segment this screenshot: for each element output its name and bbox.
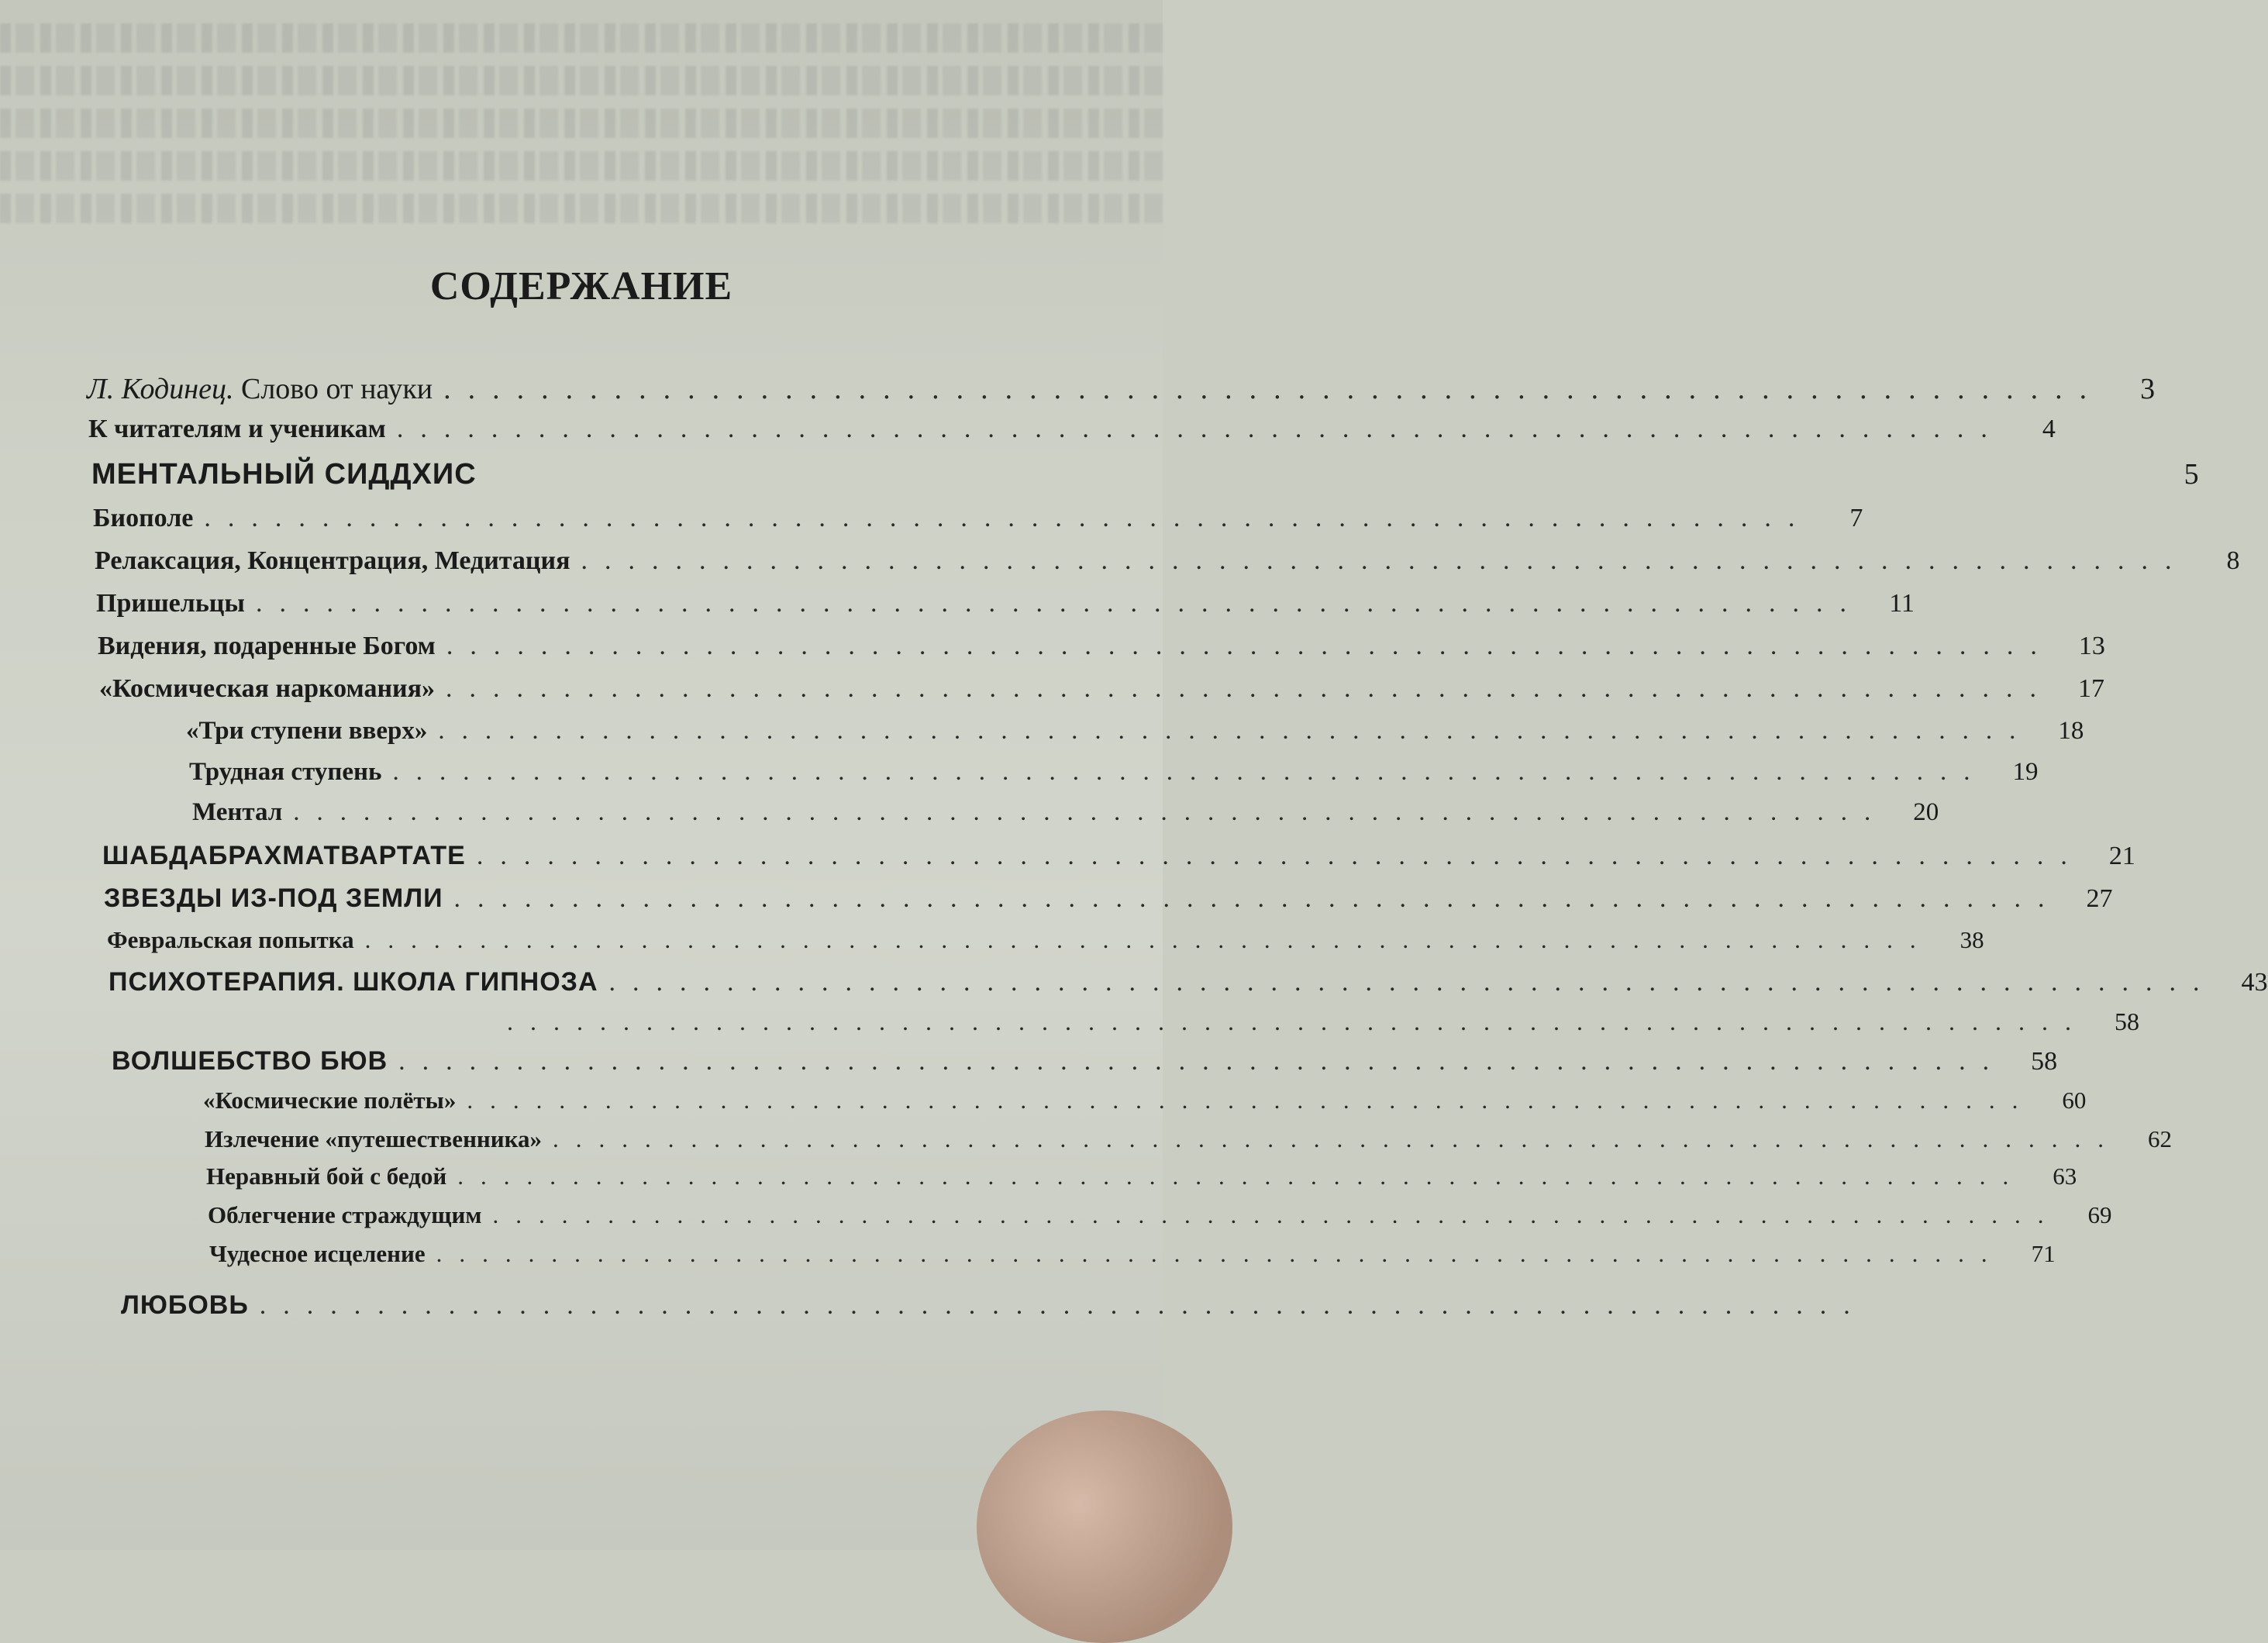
bleed-through-line	[0, 151, 1163, 181]
toc-entry[interactable]	[203, 1087, 2087, 1114]
toc-entry[interactable]	[192, 798, 1939, 827]
leader-dots: ....................................................................	[446, 674, 2054, 703]
toc-entry-page: 63	[2053, 1162, 2077, 1190]
leader-dots: ....................................................................	[581, 546, 2189, 575]
leader-dots: ....................................................................	[398, 1047, 2007, 1076]
toc-entry[interactable]	[87, 372, 2156, 406]
toc-entry-label: К читателям и ученикам	[88, 415, 386, 443]
toc-entry-page: 19	[2012, 758, 2039, 786]
toc-entry[interactable]	[93, 504, 1863, 533]
toc-entry-label: Чудесное исцеление	[209, 1240, 426, 1267]
toc-entry-page: 21	[2108, 842, 2135, 870]
toc-entry[interactable]	[121, 1290, 1867, 1321]
toc-entry[interactable]	[109, 967, 2268, 997]
toc-entry-page: 38	[1960, 926, 1984, 953]
toc-entry-label: Пришельцы	[96, 589, 245, 618]
toc-entry[interactable]	[186, 717, 2084, 746]
leader-dots: ....................................................................	[553, 1125, 2122, 1152]
toc-entry-label: МЕНТАЛЬНЫЙ СИДДХИС	[91, 458, 477, 491]
bleed-through-line	[0, 194, 1163, 223]
toc-entry-label: Ментал	[192, 798, 283, 826]
leader-dots: ....................................................................	[608, 968, 2217, 997]
toc-entry-page: 7	[1849, 504, 1863, 532]
leader-dots: ....................................................................	[443, 373, 2104, 405]
toc-entry[interactable]	[88, 415, 2056, 444]
toc-entry[interactable]	[112, 1046, 2058, 1076]
bleed-through-line	[0, 23, 1163, 53]
leader-dots: ....................................................................	[259, 1291, 1867, 1320]
toc-entry-label: «Космическая наркомания»	[99, 674, 436, 703]
toc-entry-page: 11	[1889, 589, 1915, 618]
leader-dots: ....................................................................	[204, 504, 1812, 532]
toc-entry-page: 62	[2148, 1125, 2173, 1152]
leader-dots: ....................................................................	[392, 758, 1987, 786]
toc-entry[interactable]	[95, 546, 2240, 576]
toc-entry-page: 58	[2031, 1047, 2058, 1076]
leader-dots: ....................................................................	[255, 589, 1863, 618]
leader-dots: ....................................................................	[467, 1087, 2035, 1114]
leader-dots: ....................................................................	[446, 632, 2054, 660]
leader-dots: ....................................................................	[507, 1008, 2088, 1035]
toc-entry-label: ЗВЕЗДЫ ИЗ-ПОД ЗЕМЛИ	[104, 884, 443, 913]
bleed-through-line	[0, 108, 1163, 138]
thumb	[977, 1410, 1232, 1643]
leader-dots: ....................................................................	[492, 1201, 2061, 1228]
toc-entry[interactable]	[209, 1240, 2056, 1268]
leader-dots: ....................................................................	[396, 415, 2004, 443]
toc-entry-page: 58	[2115, 1008, 2139, 1035]
toc-entry-label: Видения, подаренные Богом	[98, 632, 436, 660]
toc-entry[interactable]	[107, 926, 1984, 954]
toc-entry-page: 4	[2042, 415, 2056, 443]
leader-dots: ....................................................................	[476, 842, 2084, 870]
toc-entry-page: 43	[2241, 968, 2268, 997]
leader-dots: ....................................................................	[364, 926, 1933, 953]
toc-entry[interactable]	[99, 674, 2105, 704]
toc-entry-label: «Три ступени вверх»	[186, 717, 428, 745]
toc-entry[interactable]	[205, 1125, 2173, 1153]
toc-entry-label: «Космические полёты»	[203, 1087, 457, 1114]
toc-entry-label: ПСИХОТЕРАПИЯ. ШКОЛА ГИПНОЗА	[109, 967, 598, 997]
bleed-through-line	[0, 66, 1163, 95]
toc-entry-label: Биополе	[93, 504, 194, 532]
leader-dots: ....................................................................	[438, 717, 2033, 745]
toc-entry-page: 69	[2087, 1201, 2112, 1228]
toc-entry-page: 5	[2184, 458, 2199, 491]
toc-entry-label: Релаксация, Концентрация, Медитация	[95, 546, 570, 575]
toc-entry-label: Февральская попытка	[107, 926, 354, 953]
toc-entry[interactable]	[189, 758, 2039, 787]
leader-dots: ....................................................................	[293, 798, 1888, 826]
toc-entry-page: 17	[2078, 674, 2105, 703]
toc-entry-label: Трудная ступень	[189, 758, 382, 786]
leader-dots: ....................................................................	[436, 1240, 2004, 1267]
toc-entry-page: 13	[2078, 632, 2105, 660]
toc-entry-label: ШАБДАБРАХМАТВАРТАТЕ	[102, 841, 466, 870]
toc-entry-label: Неравный бой с бедой	[206, 1162, 447, 1190]
toc-entry-page: 20	[1913, 798, 1939, 826]
leader-dots: ....................................................................	[457, 1162, 2026, 1190]
toc-entry[interactable]	[98, 632, 2105, 661]
toc-entry-page: 18	[2058, 717, 2084, 745]
toc-entry[interactable]	[91, 457, 2199, 491]
toc-entry-page: 3	[2140, 373, 2156, 405]
toc-entry-page: 8	[2226, 546, 2240, 575]
toc-entry[interactable]	[208, 1201, 2112, 1229]
toc-entry-page: 60	[2062, 1087, 2087, 1114]
toc-entry-label: ВОЛШЕБСТВО БЮВ	[112, 1046, 388, 1076]
leader-dots: ....................................................................	[453, 884, 2062, 913]
toc-entry[interactable]	[102, 841, 2135, 871]
toc-entry[interactable]	[496, 1008, 2139, 1036]
toc-entry[interactable]	[104, 884, 2113, 914]
toc-entry-label: Облегчение страждущим	[208, 1201, 482, 1228]
toc-entry-author: Л. Кодинец.	[87, 373, 234, 405]
toc-entry[interactable]	[206, 1162, 2077, 1190]
toc-title: СОДЕРЖАНИЕ	[429, 264, 733, 308]
toc-entry-page: 27	[2086, 884, 2113, 913]
toc-entry-page: 71	[2031, 1240, 2056, 1267]
toc-entry-label: Слово от науки	[240, 373, 433, 405]
toc-entry-label: Излечение «путешественника»	[205, 1125, 543, 1152]
toc-entry[interactable]	[96, 589, 1915, 618]
toc-entry-label: ЛЮБОВЬ	[121, 1290, 249, 1320]
